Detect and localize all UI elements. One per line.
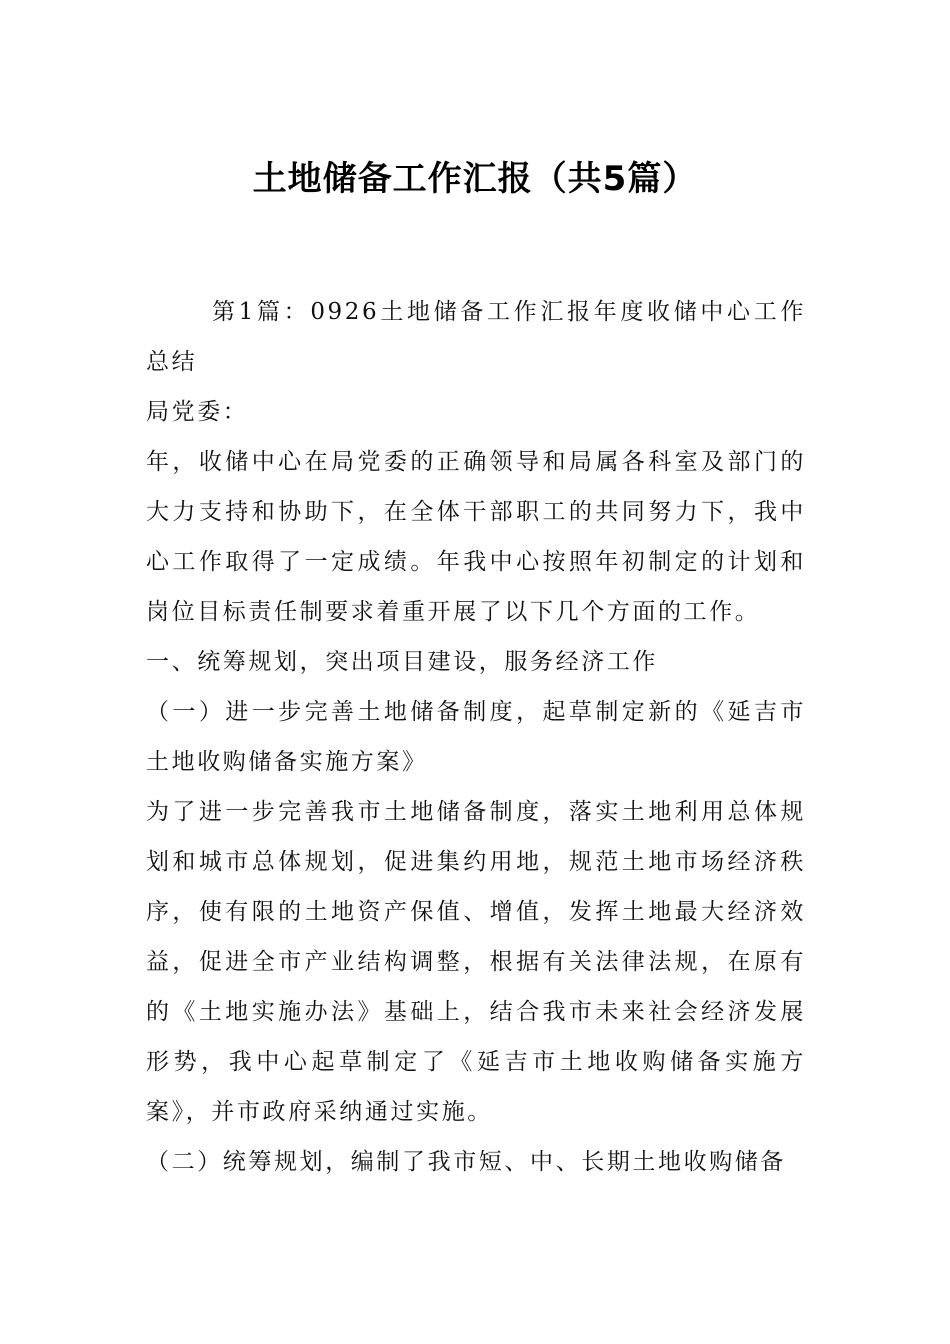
document-body: [146, 287, 806, 1187]
paragraph-intro: 年，收储中心在局党委的正确领导和局属各科室及部门的大力支持和协助下，在全体干部职工的共同努力下，我中心工作取得了一定成绩。年我中心按照年初制定的计划和岗位目标责任制要求着重开展了以下几个方面的工作。: [146, 449, 806, 625]
paragraph-subsection-heading-1: （一）进一步完善土地储备制度，起草制定新的《延吉市土地收购储备实施方案》: [146, 699, 806, 775]
paragraph-section-heading: 一、统筹规划，突出项目建设，服务经济工作: [146, 649, 658, 675]
document-title: 土地储备工作汇报（共5篇）: [252, 159, 698, 199]
paragraph-subsection-heading-2: （二）统筹规划，编制了我市短、中、长期土地收购储备: [146, 1149, 786, 1175]
paragraph-body-1: 为了进一步完善我市土地储备制度，落实土地利用总体规划和城市总体规划，促进集约用地，规范土地市场经济秩序，使有限的土地资产保值、增值，发挥土地最大经济效益，促进全市产业结构调整，根据有关法律法规，在原有的《土地实施办法》基础上，结合我市未来社会经济发展形势，我中心起草制定了《延吉市土地收购储备实施方案》，并市政府采纳通过实施。: [146, 799, 806, 1125]
paragraph-salutation: 局党委：: [146, 399, 249, 425]
paragraph-chapter-heading: 第1篇：0926土地储备工作汇报年度收储中心工作总结: [146, 299, 806, 375]
